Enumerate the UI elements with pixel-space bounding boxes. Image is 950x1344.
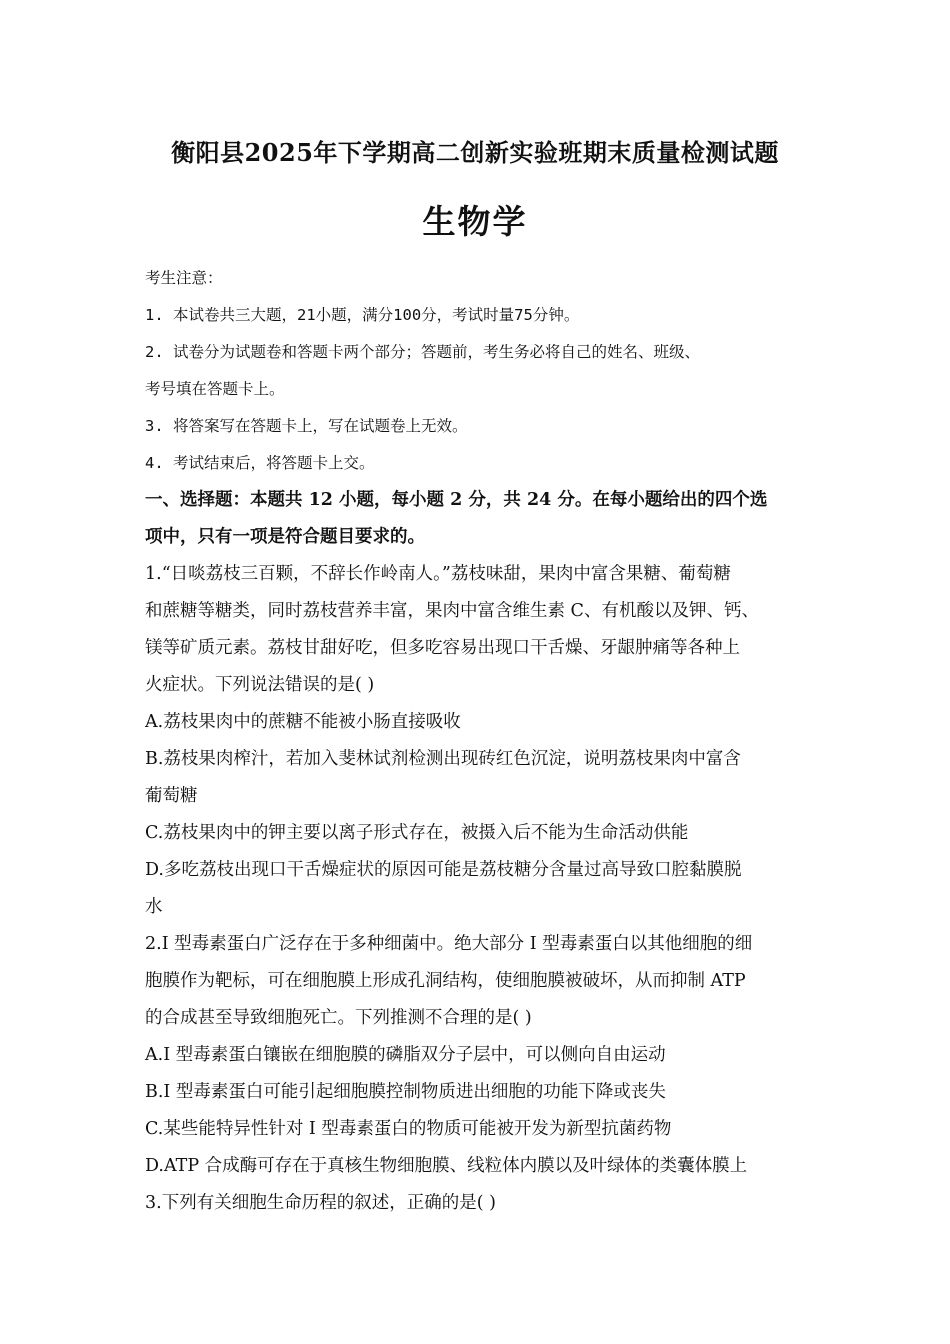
notice-item-4: 4. 考试结束后，将答题卡上交。 <box>145 454 375 472</box>
q1-option-d-line-1: D.多吃荔枝出现口干舌燥症状的原因可能是荔枝糖分含量过高导致口腔黏膜脱 <box>145 860 742 880</box>
q1-stem-line-1: 1.“日啖荔枝三百颗，不辞长作岭南人。”荔枝味甜，果肉中富含果糖、葡萄糖 <box>145 564 731 584</box>
section-1-heading-line-2: 项中，只有一项是符合题目要求的。 <box>145 527 425 547</box>
q1-stem-line-4: 火症状。下列说法错误的是( ) <box>145 675 375 695</box>
notice-item-2-line-1: 2. 试卷分为试题卷和答题卡两个部分；答题前，考生务必将自己的姓名、班级、 <box>145 343 700 361</box>
q2-option-c: C.某些能特异性针对 I 型毒素蛋白的物质可能被开发为新型抗菌药物 <box>145 1119 672 1139</box>
section-1-heading-line-1: 一、选择题：本题共 12 小题，每小题 2 分，共 24 分。在每小题给出的四个选 <box>145 490 768 510</box>
q1-option-a: A.荔枝果肉中的蔗糖不能被小肠直接吸收 <box>145 712 461 732</box>
q1-stem-line-2: 和蔗糖等糖类，同时荔枝营养丰富，果肉中富含维生素 C、有机酸以及钾、钙、 <box>145 601 759 621</box>
q2-option-d: D.ATP 合成酶可存在于真核生物细胞膜、线粒体内膜以及叶绿体的类囊体膜上 <box>145 1156 748 1176</box>
exam-body <box>145 260 815 1222</box>
q2-option-a: A.I 型毒素蛋白镶嵌在细胞膜的磷脂双分子层中，可以侧向自由运动 <box>145 1045 666 1065</box>
q1-option-d-line-2: 水 <box>145 897 163 917</box>
q2-stem-line-1: 2.I 型毒素蛋白广泛存在于多种细菌中。绝大部分 I 型毒素蛋白以其他细胞的细 <box>145 934 753 954</box>
q1-option-c: C.荔枝果肉中的钾主要以离子形式存在，被摄入后不能为生命活动供能 <box>145 823 689 843</box>
q1-option-b-line-1: B.荔枝果肉榨汁，若加入斐林试剂检测出现砖红色沉淀，说明荔枝果肉中富含 <box>145 749 741 769</box>
q3-stem-line-1: 3.下列有关细胞生命历程的叙述，正确的是( ) <box>145 1193 496 1213</box>
q2-stem-line-2: 胞膜作为靶标，可在细胞膜上形成孔洞结构，使细胞膜被破坏，从而抑制 ATP <box>145 971 746 991</box>
q1-stem-line-3: 镁等矿质元素。荔枝甘甜好吃，但多吃容易出现口干舌燥、牙龈肿痛等各种上 <box>145 638 740 658</box>
q2-stem-line-3: 的合成甚至导致细胞死亡。下列推测不合理的是( ) <box>145 1008 532 1028</box>
q1-option-b-line-2: 葡萄糖 <box>145 786 198 806</box>
notice-heading: 考生注意： <box>145 269 223 287</box>
notice-item-1: 1. 本试卷共三大题，21小题，满分100分，考试时量75分钟。 <box>145 306 580 324</box>
exam-title: 衡阳县2025年下学期高二创新实验班期末质量检测试题 <box>171 138 779 167</box>
q2-option-b: B.I 型毒素蛋白可能引起细胞膜控制物质进出细胞的功能下降或丧失 <box>145 1082 666 1102</box>
subject-title: 生物学 <box>422 202 528 241</box>
notice-item-3: 3. 将答案写在答题卡上，写在试题卷上无效。 <box>145 417 468 435</box>
notice-item-2-line-2: 考号填在答题卡上。 <box>145 380 285 398</box>
